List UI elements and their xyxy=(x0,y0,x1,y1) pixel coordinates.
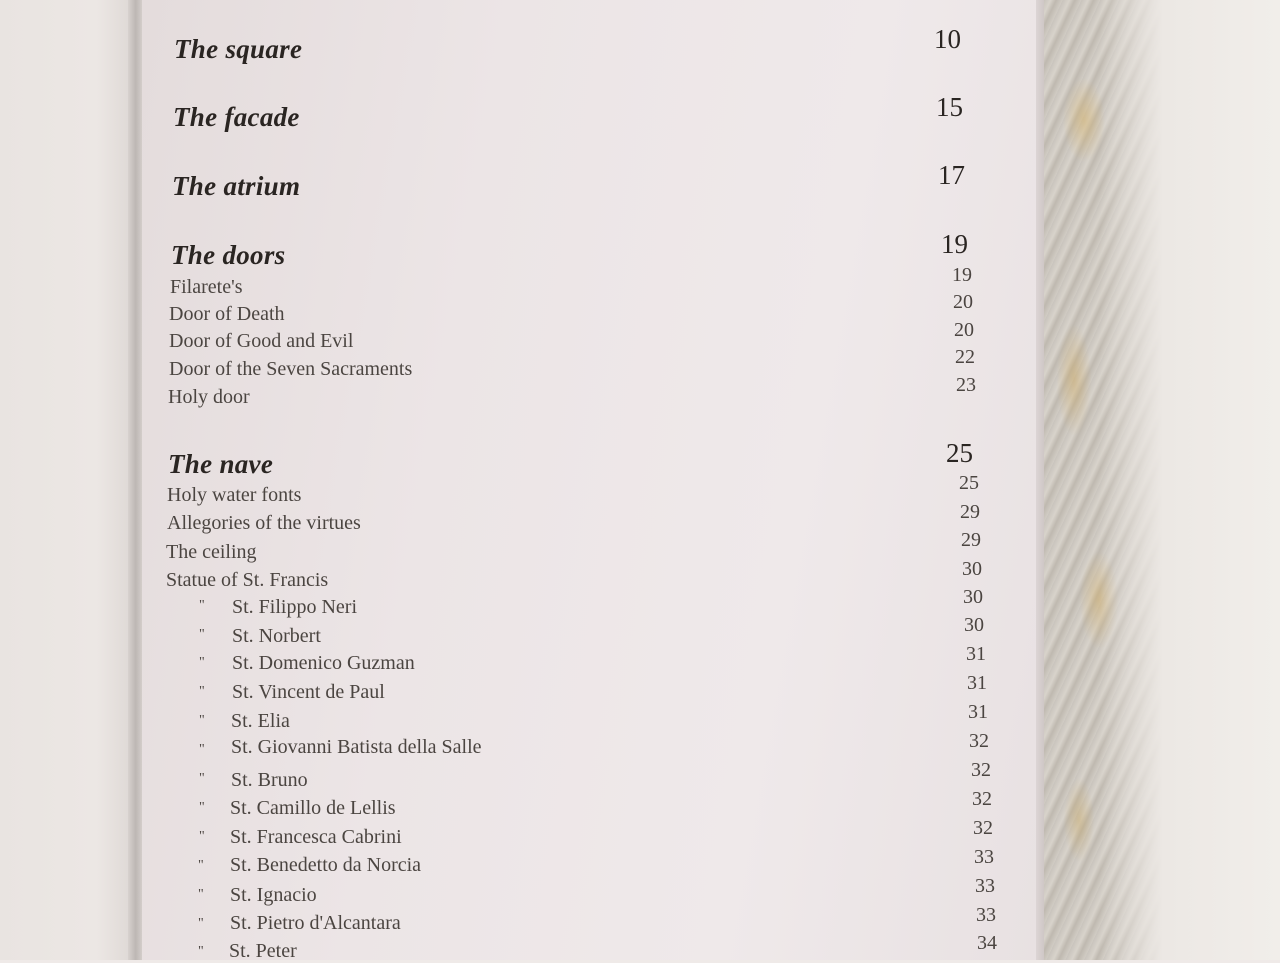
ditto-mark: " xyxy=(199,800,205,815)
ditto-mark: " xyxy=(199,829,205,844)
statue-item-page: 31 xyxy=(967,672,987,694)
section-page-atrium: 17 xyxy=(938,160,965,190)
statue-item: St. Elia xyxy=(231,710,290,732)
statue-item-page: 31 xyxy=(966,643,986,665)
doors-item-page: 23 xyxy=(956,374,976,396)
statue-item: St. Pietro d'Alcantara xyxy=(230,912,401,934)
nave-item: Allegories of the virtues xyxy=(167,512,361,534)
section-title-nave: The nave xyxy=(168,449,274,479)
doors-item: Filarete's xyxy=(170,276,243,298)
statue-item: St. Filippo Neri xyxy=(232,596,358,618)
ditto-mark: " xyxy=(199,742,205,757)
statue-item: St. Bruno xyxy=(231,769,308,791)
ditto-mark: " xyxy=(199,655,205,670)
statue-item-page: 33 xyxy=(974,846,994,868)
statue-item: St. Norbert xyxy=(232,625,321,647)
statue-item-page: 32 xyxy=(973,817,993,839)
section-title-doors: The doors xyxy=(171,240,286,270)
ditto-mark: " xyxy=(199,598,205,613)
doors-item: Door of the Seven Sacraments xyxy=(169,358,413,380)
ditto-mark: " xyxy=(199,627,205,642)
statue-item-page: 30 xyxy=(963,586,983,608)
section-page-facade: 15 xyxy=(936,92,963,122)
statue-item-page: 32 xyxy=(972,788,992,810)
section-page-nave: 25 xyxy=(946,438,973,468)
statue-item-page: 34 xyxy=(977,932,997,954)
statue-item-page: 32 xyxy=(969,730,989,752)
section-title-facade: The facade xyxy=(173,102,300,132)
statue-item: St. Domenico Guzman xyxy=(232,652,415,674)
ditto-mark: " xyxy=(199,771,205,786)
statue-item: St. Vincent de Paul xyxy=(232,681,385,703)
doors-item-page: 20 xyxy=(953,291,973,313)
section-page-square: 10 xyxy=(934,24,961,54)
ditto-mark: " xyxy=(198,944,204,959)
statue-item-page: 30 xyxy=(964,614,984,636)
nave-item: Statue of St. Francis xyxy=(166,569,329,591)
section-page-doors: 19 xyxy=(941,229,968,259)
statue-item-page: 31 xyxy=(968,701,988,723)
nave-item: The ceiling xyxy=(166,541,257,563)
section-title-square: The square xyxy=(174,34,303,64)
ditto-mark: " xyxy=(199,684,205,699)
nave-item: Holy water fonts xyxy=(167,484,302,506)
statue-item: St. Benedetto da Norcia xyxy=(230,854,422,876)
doors-item-page: 19 xyxy=(952,264,972,286)
doors-item: Door of Death xyxy=(169,303,285,325)
section-title-atrium: The atrium xyxy=(172,171,301,201)
nave-item-page: 29 xyxy=(960,501,980,523)
statue-item-page: 33 xyxy=(976,904,996,926)
statue-item: St. Camillo de Lellis xyxy=(230,797,396,819)
statue-item-page: 32 xyxy=(971,759,991,781)
ditto-mark: " xyxy=(199,713,205,728)
ditto-mark: " xyxy=(198,858,204,873)
nave-item-page: 30 xyxy=(962,558,982,580)
statue-item: St. Francesca Cabrini xyxy=(230,826,402,848)
statue-item: St. Peter xyxy=(229,940,297,962)
doors-item: Door of Good and Evil xyxy=(169,330,354,352)
statue-item: St. Ignacio xyxy=(230,884,317,906)
nave-item-page: 29 xyxy=(961,529,981,551)
ditto-mark: " xyxy=(198,916,204,931)
statue-item: St. Giovanni Batista della Salle xyxy=(231,736,482,758)
ditto-mark: " xyxy=(198,887,204,902)
statue-item-page: 33 xyxy=(975,875,995,897)
doors-item-page: 22 xyxy=(955,346,975,368)
doors-item: Holy door xyxy=(168,386,250,408)
doors-item-page: 20 xyxy=(954,319,974,341)
nave-item-page: 25 xyxy=(959,472,979,494)
